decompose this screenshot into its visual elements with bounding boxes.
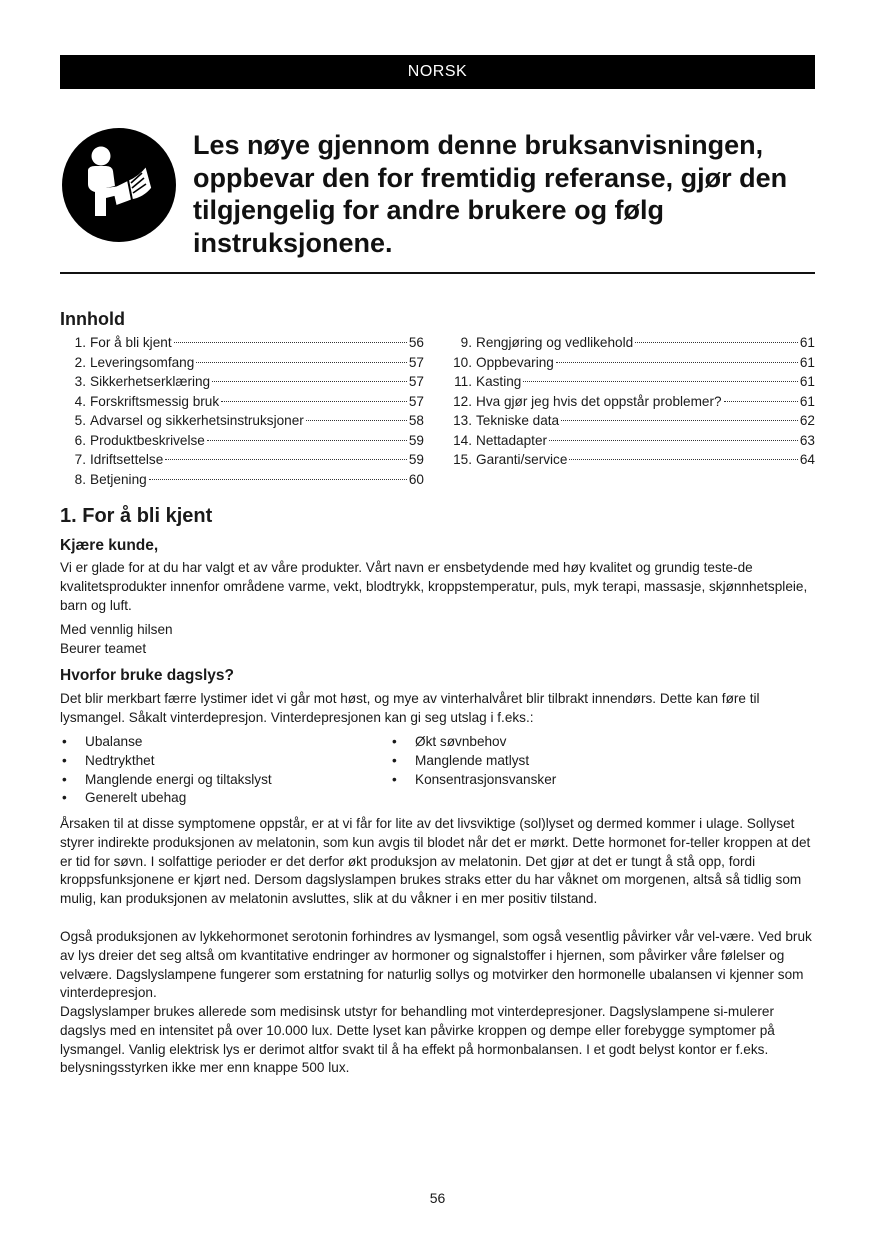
why-daylight-paragraph: Det blir merkbart færre lystimer idet vi går mot høst, og mye av vinterhalvåret blir tilbrakt innendørs. Dette kan føre til lysmangel. Såkalt vinterdepresjon. Vinterdepresjonen kan gi seg utslag i f.eks.: <box>60 691 760 725</box>
toc-entry[interactable]: 5. Advarsel og sikkerhetsinstruksjoner 58 <box>74 413 424 428</box>
toc-entry[interactable]: 11. Kasting 61 <box>454 374 815 389</box>
greeting-heading: Kjære kunde, <box>60 537 159 554</box>
list-item: • Økt søvnbehov <box>390 733 710 752</box>
signoff-line: Med vennlig hilsen <box>60 622 173 637</box>
toc-entry[interactable]: 3. Sikkerhetserklæring 57 <box>74 374 424 389</box>
page-number: 56 <box>429 1190 446 1206</box>
body-paragraph-melatonin: Årsaken til at disse symptomene oppstår, er at vi får for lite av det livsviktige (sol)lyset og dermed kommer i ulage. Sollyset styrer indirekte produksjonen av melatonin, som kun avgis til blodet når det er mørkt. Dette hormonet for-teller kroppen at det er tid for søvn. I solfattige perioder er det derfor økt produksjon av melatonin. Det gjør at det er tungt å stå opp, fordi kroppsfunksjonene er kjørt ned. Dersom dagslyslampen brukes straks etter du har våknet om morgenen, altså så tidlig som mulig, kan produksjonen av melatonin avsluttes, slik at du våkner i en mer positiv tilstand. <box>60 816 811 907</box>
list-item: • Generelt ubehag <box>60 789 380 808</box>
toc-right-column <box>449 333 815 470</box>
toc-entry[interactable]: 4. Forskriftsmessig bruk 57 <box>74 393 424 409</box>
toc-entry[interactable]: 13. Tekniske data 62 <box>453 413 815 428</box>
language-label: NORSK <box>407 63 468 80</box>
toc-entry[interactable]: 14. Nettadapter 63 <box>453 432 815 448</box>
list-item: • Konsentrasjonsvansker <box>390 771 710 790</box>
toc-entry[interactable]: 6. Produktbeskrivelse 59 <box>74 432 424 448</box>
signoff-team: Beurer teamet <box>60 641 147 656</box>
section-title: 1. For å bli kjent <box>60 505 213 527</box>
toc-left-column <box>62 333 424 489</box>
toc-title: Innhold <box>60 309 125 329</box>
toc-entry[interactable]: 10. Oppbevaring 61 <box>453 354 815 370</box>
why-daylight-heading: Hvorfor bruke dagslys? <box>60 667 234 684</box>
body-paragraph-serotonin: Også produksjonen av lykkehormonet serotonin forhindres av lysmangel, som også vesentlig påvirker vår vel-være. Ved bruk av lys dreier det seg altså om kvantitative endringer av hormoner og signalstoffer i hjernen, som påvirker våre følelser og velvære. Dagslyslampene fungerer som erstatning for naturlig sollys og motvirker den hormonelle ubalansen vi kjenner som vinterdepresjon. <box>60 929 812 1001</box>
toc-entry[interactable]: 7. Idriftsettelse 59 <box>74 452 424 467</box>
list-item: • Manglende energi og tiltakslyst <box>60 771 380 790</box>
list-item: • Nedtrykthet <box>60 752 380 771</box>
body-paragraph-lamps: Dagslyslamper brukes allerede som medisinsk utstyr for behandling mot vinterdepresjoner. Dagslyslampene si-mulerer dagslys med en intensitet på over 10.000 lux. Dette lyset kan påvirke kroppen og dempe eller forebygge symptomer på lysmangel. Vanlig elektrisk lys er derimot altfor svakt til å ha effekt på hormonbalansen. I et godt belyst kontor er f.eks. belysningsstyrken ikke mer enn knappe 500 lux. <box>60 1004 775 1076</box>
list-item: • Manglende matlyst <box>390 752 710 771</box>
toc-entry[interactable]: 2. Leveringsomfang 57 <box>74 354 424 370</box>
symptoms-list-left <box>60 733 380 808</box>
language-header-bar <box>60 55 815 89</box>
list-item: • Ubalanse <box>60 733 380 752</box>
toc-entry[interactable]: 15. Garanti/service 64 <box>453 452 815 467</box>
read-instructions-headline: Les nøye gjennom denne bruksanvisningen, oppbevar den for fremtidig referanse, gjør den tilgjengelig for andre brukere og følg instruksjonene. <box>193 130 788 258</box>
read-manual-icon <box>62 128 176 242</box>
intro-paragraph: Vi er glade for at du har valgt et av våre produkter. Vårt navn er ensbetydende med høy kvalitet og grundig teste-de kvalitetsprodukter innenfor områdene varme, vekt, blodtrykk, kroppstemperatur, puls, myk terapi, massasje, skjønnhetspleie, barn og luft. <box>60 560 808 613</box>
symptoms-list-right <box>390 733 710 789</box>
toc-entry[interactable]: 12. Hva gjør jeg hvis det oppstår problemer? 61 <box>453 393 815 409</box>
toc-entry[interactable]: 1. For å bli kjent 56 <box>74 335 424 350</box>
toc-entry[interactable]: 9. Rengjøring og vedlikehold 61 <box>460 335 815 350</box>
header-divider <box>60 272 815 274</box>
toc-entry[interactable]: 8. Betjening 60 <box>74 471 424 487</box>
